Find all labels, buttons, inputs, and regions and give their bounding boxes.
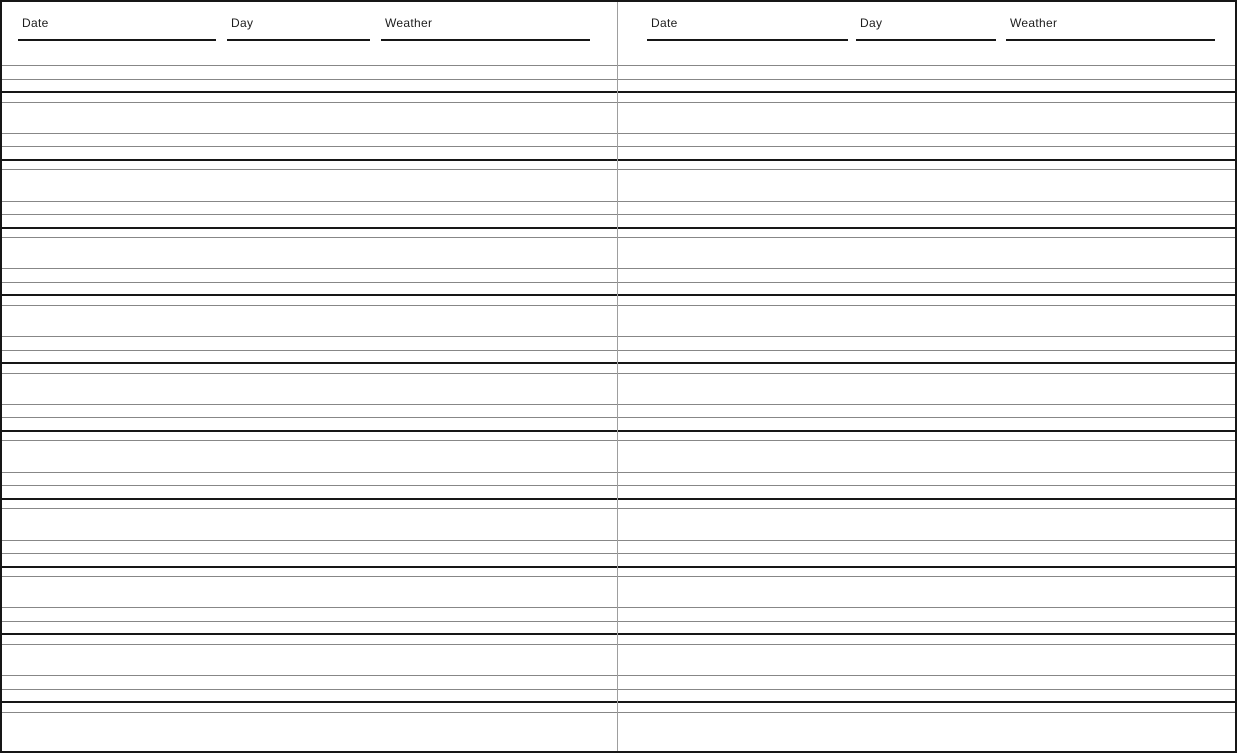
rule-line bbox=[618, 417, 1235, 418]
rule-line bbox=[2, 508, 617, 509]
ruled-row-group bbox=[2, 675, 617, 743]
rule-line bbox=[618, 675, 1235, 676]
date-label: Date bbox=[651, 16, 678, 30]
ruled-row-group bbox=[618, 268, 1235, 336]
weather-input-line[interactable] bbox=[381, 39, 590, 41]
ruled-row-group bbox=[618, 404, 1235, 472]
rule-line bbox=[2, 540, 617, 541]
day-input-line[interactable] bbox=[227, 39, 370, 41]
baseline-rule bbox=[618, 498, 1235, 500]
rule-line bbox=[618, 282, 1235, 283]
diary-panel-left bbox=[2, 2, 617, 751]
rule-line bbox=[618, 621, 1235, 622]
date-field-right bbox=[647, 17, 848, 41]
baseline-rule bbox=[618, 159, 1235, 161]
weather-input-line[interactable] bbox=[1006, 39, 1215, 41]
rule-line bbox=[618, 472, 1235, 473]
rule-line bbox=[2, 689, 617, 690]
rule-line bbox=[618, 133, 1235, 134]
ruled-row-group bbox=[618, 133, 1235, 201]
weather-label: Weather bbox=[1010, 16, 1058, 30]
rule-line bbox=[618, 214, 1235, 215]
ruled-row-group bbox=[2, 607, 617, 675]
ruled-row-group bbox=[618, 607, 1235, 675]
rule-line bbox=[2, 485, 617, 486]
rule-line bbox=[618, 712, 1235, 713]
date-input-line[interactable] bbox=[647, 39, 848, 41]
baseline-rule bbox=[618, 294, 1235, 296]
rule-line bbox=[618, 169, 1235, 170]
rule-line bbox=[2, 282, 617, 283]
rule-line bbox=[2, 373, 617, 374]
weather-field-right bbox=[1006, 17, 1215, 41]
baseline-rule bbox=[618, 430, 1235, 432]
rule-line bbox=[618, 485, 1235, 486]
ruled-row-group bbox=[2, 65, 617, 133]
date-field-left bbox=[18, 17, 216, 41]
baseline-rule bbox=[618, 227, 1235, 229]
ruled-row-group bbox=[618, 65, 1235, 133]
rule-line bbox=[618, 305, 1235, 306]
ruled-row-group bbox=[2, 404, 617, 472]
rule-line bbox=[618, 201, 1235, 202]
rule-line bbox=[2, 201, 617, 202]
date-input-line[interactable] bbox=[18, 39, 216, 41]
ruled-row-group bbox=[2, 133, 617, 201]
baseline-rule bbox=[2, 91, 617, 93]
day-label: Day bbox=[231, 16, 254, 30]
ruled-row-group bbox=[618, 201, 1235, 269]
baseline-rule bbox=[2, 227, 617, 229]
rule-line bbox=[2, 644, 617, 645]
baseline-rule bbox=[618, 91, 1235, 93]
day-label: Day bbox=[860, 16, 883, 30]
rule-line bbox=[2, 146, 617, 147]
panel-header-right bbox=[618, 2, 1235, 65]
baseline-rule bbox=[2, 633, 617, 635]
ruled-body-left bbox=[2, 65, 617, 743]
diary-panel-right bbox=[618, 2, 1235, 751]
rule-line bbox=[2, 417, 617, 418]
day-field-left bbox=[227, 17, 370, 41]
rule-line bbox=[618, 268, 1235, 269]
baseline-rule bbox=[618, 701, 1235, 703]
rule-line bbox=[618, 508, 1235, 509]
rule-line bbox=[2, 133, 617, 134]
day-field-right bbox=[856, 17, 996, 41]
baseline-rule bbox=[2, 294, 617, 296]
rule-line bbox=[618, 237, 1235, 238]
rule-line bbox=[618, 65, 1235, 66]
rule-line bbox=[618, 576, 1235, 577]
rule-line bbox=[618, 336, 1235, 337]
rule-line bbox=[2, 350, 617, 351]
rule-line bbox=[2, 675, 617, 676]
ruled-row-group bbox=[618, 472, 1235, 540]
baseline-rule bbox=[618, 566, 1235, 568]
baseline-rule bbox=[2, 566, 617, 568]
ruled-row-group bbox=[2, 268, 617, 336]
rule-line bbox=[2, 268, 617, 269]
day-input-line[interactable] bbox=[856, 39, 996, 41]
ruled-row-group bbox=[2, 336, 617, 404]
baseline-rule bbox=[2, 159, 617, 161]
rule-line bbox=[618, 350, 1235, 351]
rule-line bbox=[2, 214, 617, 215]
rule-line bbox=[2, 553, 617, 554]
rule-line bbox=[2, 576, 617, 577]
baseline-rule bbox=[2, 498, 617, 500]
rule-line bbox=[618, 644, 1235, 645]
rule-line bbox=[2, 404, 617, 405]
ruled-row-group bbox=[618, 540, 1235, 608]
ruled-row-group bbox=[618, 336, 1235, 404]
baseline-rule bbox=[618, 633, 1235, 635]
rule-line bbox=[2, 237, 617, 238]
ruled-row-group bbox=[2, 472, 617, 540]
baseline-rule bbox=[618, 362, 1235, 364]
rule-line bbox=[2, 65, 617, 66]
rule-line bbox=[618, 689, 1235, 690]
baseline-rule bbox=[2, 430, 617, 432]
ruled-row-group bbox=[2, 540, 617, 608]
rule-line bbox=[2, 440, 617, 441]
ruled-body-right bbox=[618, 65, 1235, 743]
rule-line bbox=[2, 305, 617, 306]
rule-line bbox=[618, 102, 1235, 103]
baseline-rule bbox=[2, 362, 617, 364]
rule-line bbox=[2, 169, 617, 170]
weather-label: Weather bbox=[385, 16, 433, 30]
rule-line bbox=[618, 540, 1235, 541]
rule-line bbox=[2, 621, 617, 622]
rule-line bbox=[2, 472, 617, 473]
rule-line bbox=[618, 146, 1235, 147]
rule-line bbox=[2, 712, 617, 713]
rule-line bbox=[2, 336, 617, 337]
ruled-row-group bbox=[618, 675, 1235, 743]
rule-line bbox=[2, 79, 617, 80]
rule-line bbox=[2, 102, 617, 103]
baseline-rule bbox=[2, 701, 617, 703]
rule-line bbox=[618, 404, 1235, 405]
rule-line bbox=[618, 440, 1235, 441]
rule-line bbox=[618, 553, 1235, 554]
weather-field-left bbox=[381, 17, 590, 41]
rule-line bbox=[2, 607, 617, 608]
date-label: Date bbox=[22, 16, 49, 30]
rule-line bbox=[618, 607, 1235, 608]
panel-header-left bbox=[2, 2, 617, 65]
rule-line bbox=[618, 373, 1235, 374]
ruled-row-group bbox=[2, 201, 617, 269]
rule-line bbox=[618, 79, 1235, 80]
